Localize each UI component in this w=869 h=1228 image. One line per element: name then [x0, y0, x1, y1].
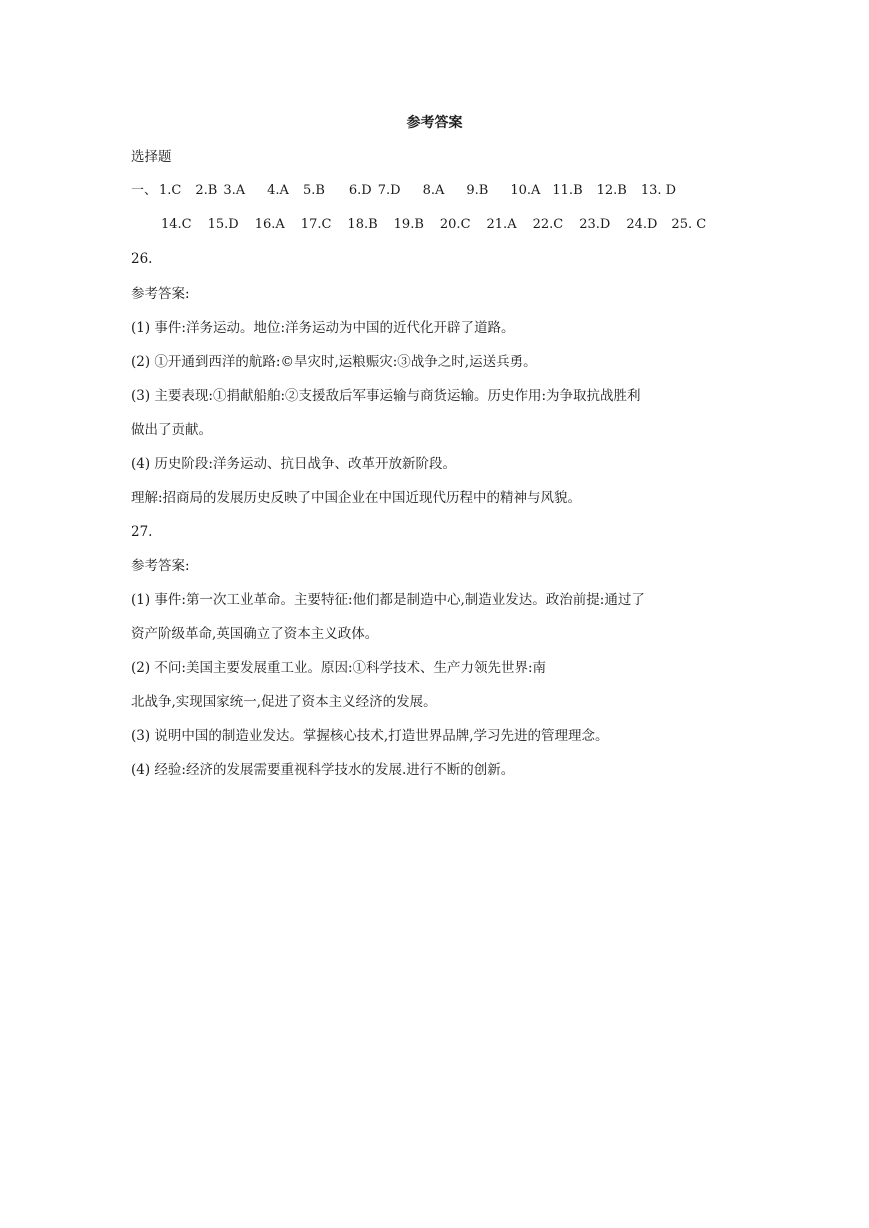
- mc-answer: 4.A: [267, 183, 289, 198]
- mc-answer: 23.D: [579, 217, 611, 232]
- mc-answer: 14.C: [161, 217, 192, 232]
- mc-answer: 21.A: [486, 217, 517, 232]
- mc-answer: 10.A: [510, 183, 541, 198]
- question-27-part-2-cont: 北战争,实现国家统一,促进了资本主义经济的发展。: [131, 694, 437, 710]
- question-26-heading: 参考答案:: [131, 286, 190, 302]
- mc-answer: 9.B: [466, 183, 489, 198]
- mc-answer: 3.A: [223, 183, 246, 198]
- question-26-understanding: 理解:招商局的发展历史反映了中国企业在中国近现代历程中的精神与风貌。: [131, 490, 582, 506]
- mc-answers-row-1: [131, 181, 676, 201]
- question-26-number: 26.: [131, 251, 153, 267]
- question-27-part-4: (4) 经验:经济的发展需要重视科学技水的发展.进行不断的创新。: [131, 762, 515, 778]
- mc-answer: 20.C: [439, 217, 471, 232]
- page-title: 参考答案: [406, 115, 463, 131]
- mc-row-prefix: 一、: [131, 183, 158, 198]
- mc-answer: 25. C: [671, 217, 707, 232]
- question-27-part-2: (2) 不问:美国主要发展重工业。原因:①科学技术、生产力领先世界:南: [131, 660, 547, 676]
- mc-answer: 24.D: [626, 217, 658, 232]
- question-27-number: 27.: [131, 524, 153, 540]
- question-26-part-2: (2) ①开通到西洋的航路:©旱灾时,运粮赈灾:③战争之时,运送兵勇。: [131, 354, 537, 370]
- section-heading: 选择题: [131, 149, 172, 165]
- question-26-part-1: (1) 事件:洋务运动。地位:洋务运动为中国的近代化开辟了道路。: [131, 320, 515, 336]
- question-26-part-4: (4) 历史阶段:洋务运动、抗日战争、改革开放新阶段。: [131, 456, 456, 472]
- mc-answer: 13. D: [640, 183, 677, 198]
- mc-answer: 12.B: [596, 183, 627, 198]
- mc-answer: 6.D: [348, 183, 372, 198]
- mc-answer: 1.C: [159, 183, 182, 198]
- question-27-heading: 参考答案:: [131, 558, 190, 574]
- question-27-part-1: (1) 事件:第一次工业革命。主要特征:他们都是制造中心,制造业发达。政治前提:通过了: [131, 592, 645, 608]
- question-27-part-1-cont: 资产阶级革命,英国确立了资本主义政体。: [131, 626, 379, 642]
- mc-answer: 22.C: [532, 217, 564, 232]
- question-26-part-3-cont: 做出了贡献。: [131, 422, 212, 438]
- mc-answers-row-2: [161, 215, 706, 235]
- mc-answer: 11.B: [552, 183, 583, 198]
- mc-answer: 16.A: [254, 217, 285, 232]
- mc-answer: 17.C: [300, 217, 332, 232]
- question-26-part-3: (3) 主要表现:①捐献船舶:②支援敌后军事运输与商货运输。历史作用:为争取抗战胜利: [131, 388, 641, 404]
- mc-answer: 18.B: [347, 217, 378, 232]
- mc-answer: 5.B: [302, 183, 325, 198]
- mc-answer: 7.D: [377, 183, 401, 198]
- mc-answer: 8.A: [422, 183, 445, 198]
- mc-answer: 19.B: [393, 217, 424, 232]
- mc-answer: 15.D: [207, 217, 239, 232]
- mc-answer: 2.B: [195, 183, 218, 198]
- question-27-part-3: (3) 说明中国的制造业发达。掌握核心技术,打造世界品牌,学习先进的管理理念。: [131, 728, 609, 744]
